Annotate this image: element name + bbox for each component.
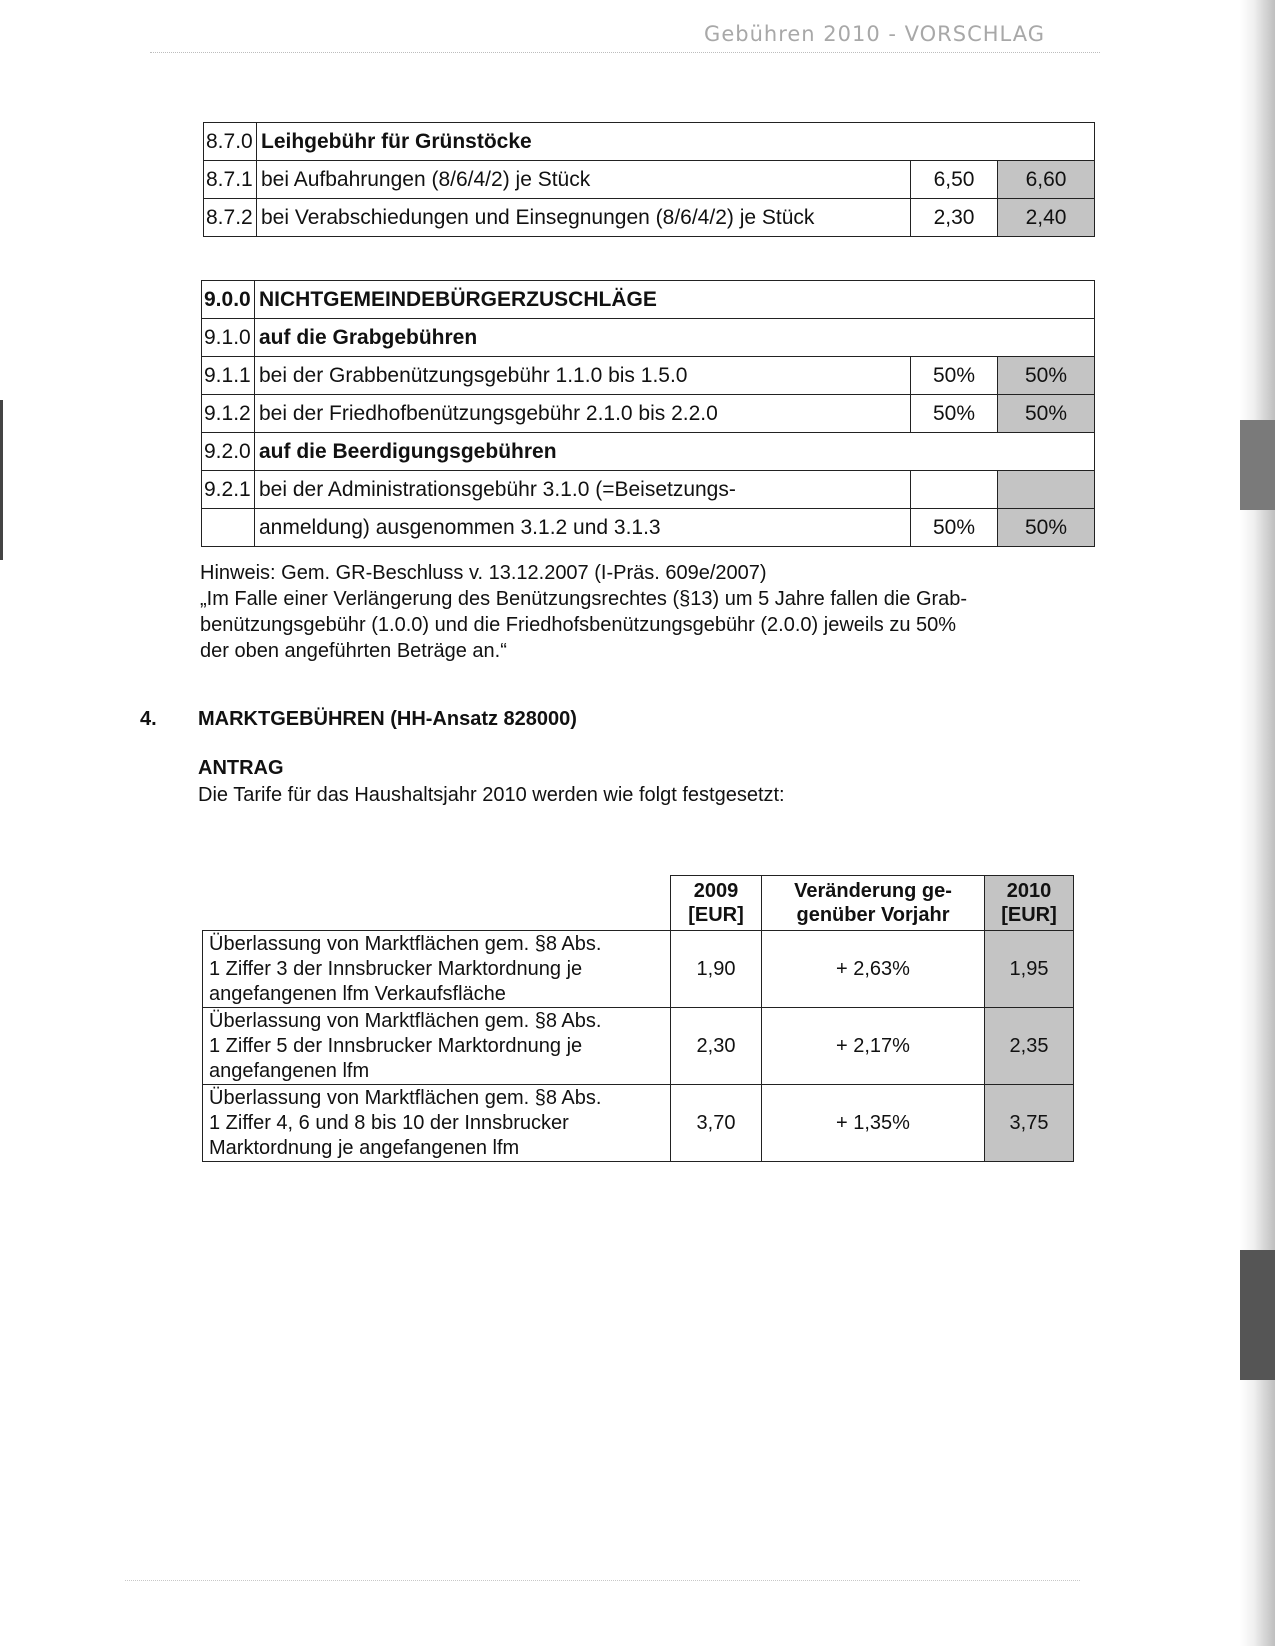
table-row [202, 357, 1095, 395]
table-row [203, 1008, 1074, 1085]
page-header-title: Gebühren 2010 - VORSCHLAG [704, 22, 1045, 46]
row-code: 9.2.0 [202, 433, 255, 471]
header-change-line1: Veränderung ge- [794, 880, 952, 902]
header-change [762, 876, 985, 931]
row-title: auf die Beerdigungsgebühren [255, 433, 1095, 471]
row-text: anmeldung) ausgenommen 3.1.2 und 3.1.3 [255, 509, 911, 547]
value-2009: 6,50 [911, 161, 998, 199]
table-row [202, 509, 1095, 547]
description-line: 1 Ziffer 5 der Innsbrucker Marktordnung je [209, 1034, 583, 1057]
value-2010: 50% [998, 357, 1095, 395]
note-line: benützungsgebühr (1.0.0) und die Friedhofsbenützungsgebühr (2.0.0) jeweils zu 50% [200, 614, 957, 636]
description-line: 1 Ziffer 3 der Innsbrucker Marktordnung je [209, 957, 583, 980]
row-code: 9.1.0 [202, 319, 255, 357]
table-row [202, 433, 1095, 471]
footer-divider [125, 1580, 1080, 1581]
row-text: bei Verabschiedungen und Einsegnungen (8/6/4/2) je Stück [257, 199, 911, 237]
description-line: angefangenen lfm Verkaufsfläche [209, 982, 506, 1005]
value-2009: 50% [911, 509, 998, 547]
value-2010: 2,35 [985, 1008, 1074, 1085]
value-2010: 6,60 [998, 161, 1095, 199]
description-line: Überlassung von Marktflächen gem. §8 Abs. [209, 1009, 602, 1032]
header-2009-unit: [EUR] [688, 904, 744, 926]
value-2010: 2,40 [998, 199, 1095, 237]
section-number: 4. [140, 708, 157, 730]
row-code: 9.0.0 [202, 281, 255, 319]
table-row [204, 161, 1095, 199]
note-block [200, 560, 1050, 664]
row-code: 9.1.2 [202, 395, 255, 433]
row-code [202, 509, 255, 547]
row-description [203, 931, 671, 1008]
antrag-title: ANTRAG [198, 757, 284, 779]
row-text: bei der Administrationsgebühr 3.1.0 (=Beisetzungs- [255, 471, 911, 509]
description-line: Überlassung von Marktflächen gem. §8 Abs. [209, 932, 602, 955]
table-row [202, 471, 1095, 509]
value-2009 [911, 471, 998, 509]
row-text: bei der Grabbenützungsgebühr 1.1.0 bis 1.5.0 [255, 357, 911, 395]
row-text: bei der Friedhofbenützungsgebühr 2.1.0 bis 2.2.0 [255, 395, 911, 433]
header-2010-year: 2010 [1006, 880, 1052, 902]
section-heading [140, 708, 577, 731]
description-line: Marktordnung je angefangenen lfm [209, 1136, 520, 1159]
description-line: angefangenen lfm [209, 1059, 370, 1082]
value-2010: 50% [998, 395, 1095, 433]
table-row [204, 123, 1095, 161]
row-title: Leihgebühr für Grünstöcke [257, 123, 1095, 161]
value-2009: 3,70 [671, 1085, 762, 1162]
table-9-0 [201, 280, 1095, 547]
header-2009 [671, 876, 762, 931]
header-blank [203, 876, 671, 931]
row-title: NICHTGEMEINDEBÜRGERZUSCHLÄGE [255, 281, 1095, 319]
value-change: + 2,17% [762, 1008, 985, 1085]
value-2010: 50% [998, 509, 1095, 547]
row-code: 8.7.0 [204, 123, 257, 161]
table-row [202, 281, 1095, 319]
market-fees-table [202, 875, 1074, 1162]
row-code: 8.7.2 [204, 199, 257, 237]
description-line: 1 Ziffer 4, 6 und 8 bis 10 der Innsbrucker [209, 1111, 569, 1134]
header-2010-unit: [EUR] [1001, 904, 1057, 926]
table-row [203, 1085, 1074, 1162]
note-line: Hinweis: Gem. GR-Beschluss v. 13.12.2007 (I-Präs. 609e/2007) [200, 562, 767, 584]
value-2009: 50% [911, 357, 998, 395]
note-line: „Im Falle einer Verlängerung des Benützungsrechtes (§13) um 5 Jahre fallen die Grab- [200, 588, 968, 610]
row-description [203, 1008, 671, 1085]
value-change: + 1,35% [762, 1085, 985, 1162]
value-2009: 50% [911, 395, 998, 433]
description-line: Überlassung von Marktflächen gem. §8 Abs. [209, 1086, 602, 1109]
header-divider [150, 52, 1100, 53]
value-2009: 2,30 [911, 199, 998, 237]
row-code: 8.7.1 [204, 161, 257, 199]
row-code: 9.1.1 [202, 357, 255, 395]
header-2010 [985, 876, 1074, 931]
table-8-7 [203, 122, 1095, 237]
note-line: der oben angeführten Beträge an.“ [200, 640, 507, 662]
scan-edge-mark [0, 400, 3, 560]
row-code: 9.2.1 [202, 471, 255, 509]
value-2009: 1,90 [671, 931, 762, 1008]
antrag-intro: Die Tarife für das Haushaltsjahr 2010 werden wie folgt festgesetzt: [198, 784, 785, 806]
table-row [204, 199, 1095, 237]
value-2010: 3,75 [985, 1085, 1074, 1162]
value-2009: 2,30 [671, 1008, 762, 1085]
table-header-row [203, 876, 1074, 931]
header-2009-year: 2009 [693, 880, 739, 902]
scan-right-edge [1240, 0, 1275, 1646]
section-title: MARKTGEBÜHREN (HH-Ansatz 828000) [198, 708, 577, 730]
scan-right-shadow [1240, 420, 1275, 510]
row-title: auf die Grabgebühren [255, 319, 1095, 357]
row-text: bei Aufbahrungen (8/6/4/2) je Stück [257, 161, 911, 199]
scan-right-shadow [1240, 1250, 1275, 1380]
table-row [202, 395, 1095, 433]
table-row [203, 931, 1074, 1008]
value-2010 [998, 471, 1095, 509]
value-change: + 2,63% [762, 931, 985, 1008]
value-2010: 1,95 [985, 931, 1074, 1008]
row-description [203, 1085, 671, 1162]
table-row [202, 319, 1095, 357]
header-change-line2: genüber Vorjahr [796, 904, 950, 926]
